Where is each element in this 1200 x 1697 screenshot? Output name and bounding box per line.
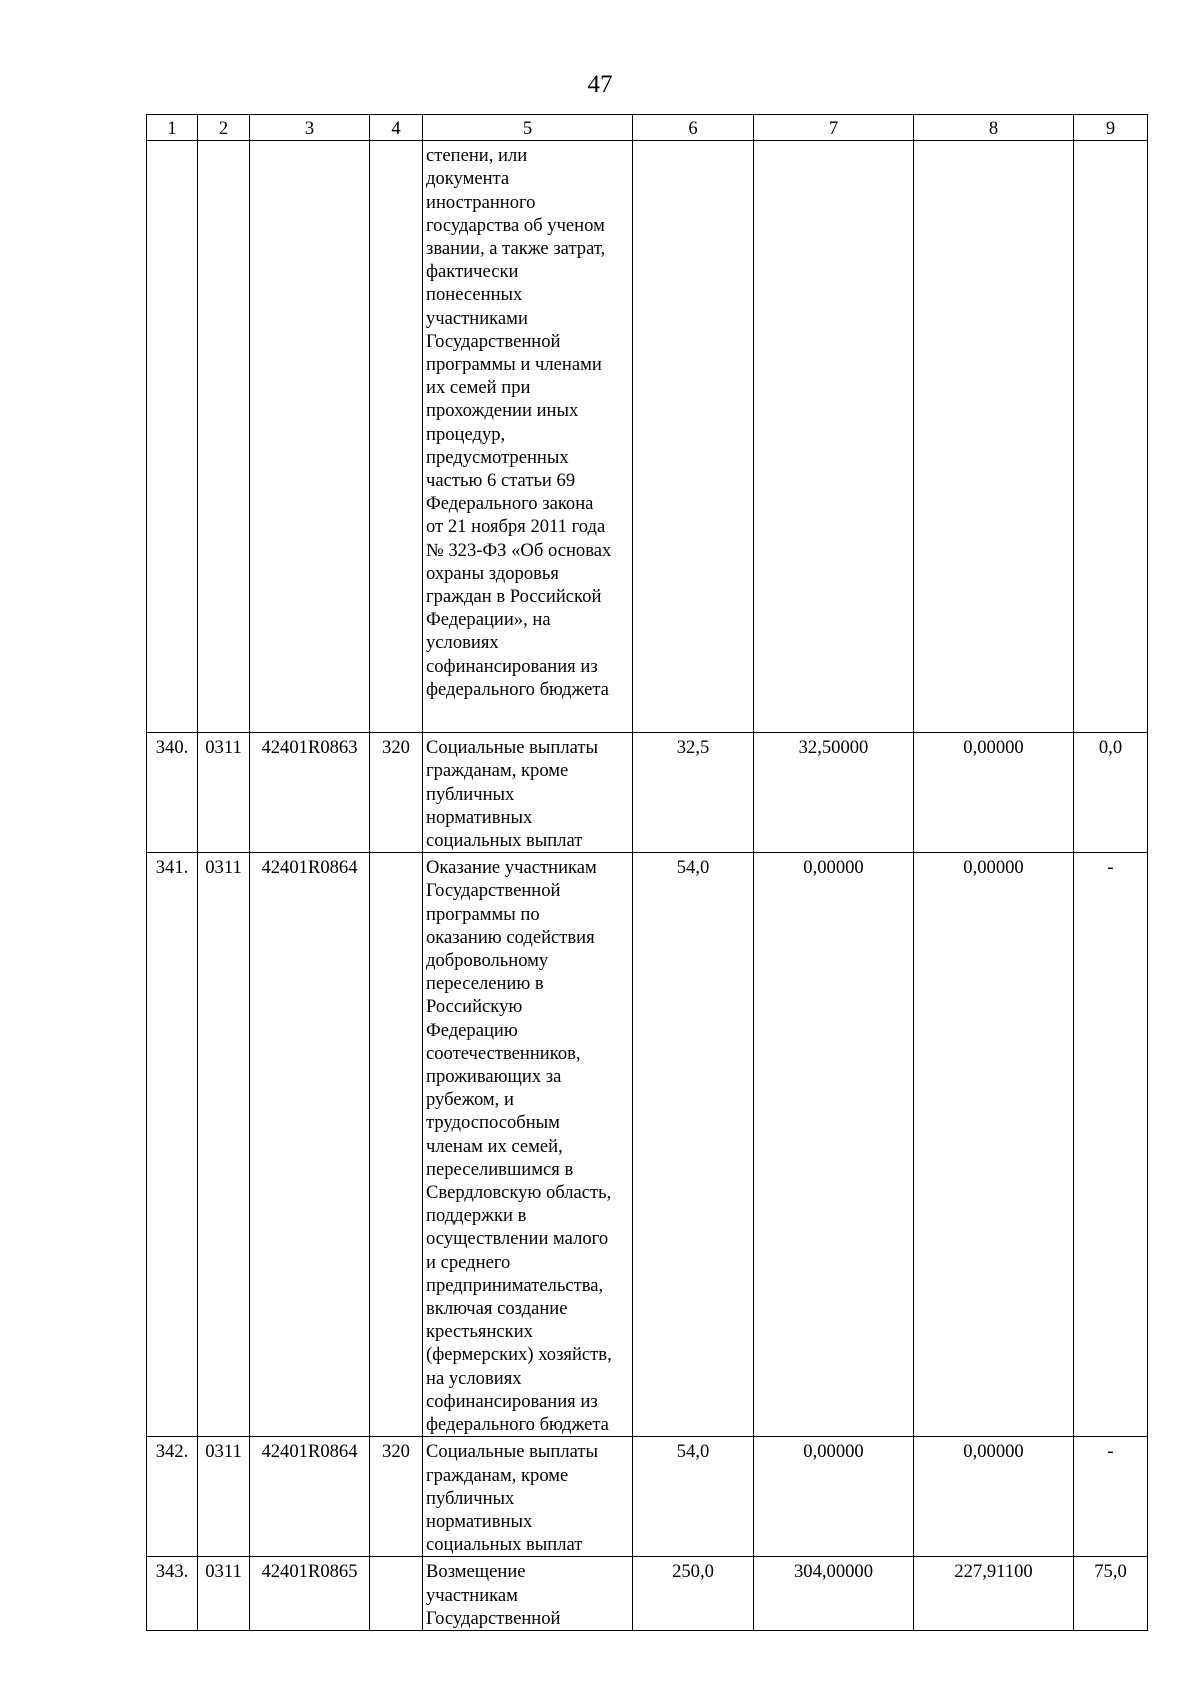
cell-section: 0311 xyxy=(198,733,250,853)
description-line: публичных xyxy=(426,783,515,805)
description-line: понесенных xyxy=(426,284,523,306)
cell-description xyxy=(423,141,633,733)
cell-num: 343. xyxy=(147,1557,198,1631)
description-line: федерального бюджета xyxy=(426,678,609,700)
description-line: Государственной xyxy=(426,330,561,352)
description-line: процедур, xyxy=(426,423,506,445)
cell-num: 341. xyxy=(147,853,198,1437)
description-line: оказанию содействия xyxy=(426,926,595,948)
cell-col8: 0,00000 xyxy=(914,853,1074,1437)
column-header: 2 xyxy=(198,115,250,141)
description-line: софинансирования из xyxy=(426,1390,598,1412)
column-header: 6 xyxy=(633,115,754,141)
description-line: программы и членами xyxy=(426,354,602,376)
cell-col9 xyxy=(1074,141,1148,733)
description-line: участникам xyxy=(426,1584,518,1606)
description-line: крестьянских xyxy=(426,1321,533,1343)
description-line: переселению в xyxy=(426,973,544,995)
description-line: № 323-ФЗ «Об основах xyxy=(426,539,612,561)
cell-target: 42401R0864 xyxy=(250,853,370,1437)
cell-description xyxy=(423,1437,633,1557)
column-header: 8 xyxy=(914,115,1074,141)
description-line: нормативных xyxy=(426,1510,533,1532)
cell-num: 340. xyxy=(147,733,198,853)
description-line: степени, или xyxy=(426,145,528,167)
cell-target: 42401R0863 xyxy=(250,733,370,853)
cell-type: 320 xyxy=(370,733,423,853)
cell-col6 xyxy=(633,141,754,733)
description-line: Государственной xyxy=(426,880,561,902)
cell-col6: 54,0 xyxy=(633,1437,754,1557)
cell-col9: - xyxy=(1074,853,1148,1437)
description-line: участниками xyxy=(426,307,528,329)
cell-type xyxy=(370,1557,423,1631)
column-header: 9 xyxy=(1074,115,1148,141)
column-header: 1 xyxy=(147,115,198,141)
cell-col8: 227,91100 xyxy=(914,1557,1074,1631)
description-line: Федерации», на xyxy=(426,609,551,631)
cell-col8: 0,00000 xyxy=(914,1437,1074,1557)
description-line: Социальные выплаты xyxy=(426,1441,599,1463)
cell-description xyxy=(423,1557,633,1631)
description-line: Российскую xyxy=(426,996,523,1018)
cell-num xyxy=(147,141,198,733)
description-line: документа xyxy=(426,168,510,190)
cell-section: 0311 xyxy=(198,853,250,1437)
table-row-continued xyxy=(147,141,1148,733)
description-line: предпринимательства, xyxy=(426,1274,604,1296)
cell-col9: - xyxy=(1074,1437,1148,1557)
page-number: 47 xyxy=(587,71,613,98)
cell-type: 320 xyxy=(370,1437,423,1557)
description-line: их семей при xyxy=(426,377,531,399)
cell-col7 xyxy=(754,141,914,733)
cell-type xyxy=(370,853,423,1437)
description-line: на условиях xyxy=(426,1367,522,1389)
cell-section: 0311 xyxy=(198,1557,250,1631)
budget-table xyxy=(146,114,1148,1631)
description-line: Оказание участникам xyxy=(426,857,597,879)
description-line: Возмещение xyxy=(426,1561,526,1583)
cell-col6: 54,0 xyxy=(633,853,754,1437)
description-line: охраны здоровья xyxy=(426,562,559,584)
cell-description xyxy=(423,853,633,1437)
description-line: прохождении иных xyxy=(426,400,579,422)
cell-num: 342. xyxy=(147,1437,198,1557)
column-header: 5 xyxy=(423,115,633,141)
cell-col7: 304,00000 xyxy=(754,1557,914,1631)
description-line: условиях xyxy=(426,632,499,654)
cell-section: 0311 xyxy=(198,1437,250,1557)
cell-col7: 32,50000 xyxy=(754,733,914,853)
column-header: 4 xyxy=(370,115,423,141)
cell-target xyxy=(250,141,370,733)
description-line: рубежом, и xyxy=(426,1089,514,1111)
description-line: Социальные выплаты xyxy=(426,737,599,759)
description-line: звании, а также затрат, xyxy=(426,238,606,260)
cell-col8: 0,00000 xyxy=(914,733,1074,853)
cell-col7: 0,00000 xyxy=(754,1437,914,1557)
description-line: членам их семей, xyxy=(426,1135,563,1157)
description-line: проживающих за xyxy=(426,1066,562,1088)
description-line: софинансирования из xyxy=(426,655,598,677)
description-line: Федерацию xyxy=(426,1019,518,1041)
description-line: нормативных xyxy=(426,806,533,828)
description-line: программы по xyxy=(426,903,540,925)
description-line: Государственной xyxy=(426,1607,561,1629)
description-line: предусмотренных xyxy=(426,446,569,468)
description-line: включая создание xyxy=(426,1298,568,1320)
description-line: осуществлении малого xyxy=(426,1228,609,1250)
cell-type xyxy=(370,141,423,733)
description-line: гражданам, кроме xyxy=(426,760,569,782)
description-line: гражданам, кроме xyxy=(426,1464,569,1486)
description-line: от 21 ноября 2011 года xyxy=(426,516,606,538)
cell-col6: 32,5 xyxy=(633,733,754,853)
table-body xyxy=(147,141,1148,1631)
description-line: (фермерских) хозяйств, xyxy=(426,1344,612,1366)
description-line: государства об ученом xyxy=(426,214,605,236)
description-line: федерального бюджета xyxy=(426,1414,609,1436)
table-row xyxy=(147,733,1148,853)
cell-col8 xyxy=(914,141,1074,733)
description-line: Федерального закона xyxy=(426,493,594,515)
description-line: переселившимся в xyxy=(426,1158,574,1180)
cell-target: 42401R0865 xyxy=(250,1557,370,1631)
description-line: соотечественников, xyxy=(426,1042,581,1064)
column-header: 7 xyxy=(754,115,914,141)
description-line: Свердловскую область, xyxy=(426,1182,612,1204)
cell-col7: 0,00000 xyxy=(754,853,914,1437)
table-row xyxy=(147,1557,1148,1631)
cell-col9: 0,0 xyxy=(1074,733,1148,853)
cell-col9: 75,0 xyxy=(1074,1557,1148,1631)
description-line: фактически xyxy=(426,261,519,283)
description-line: граждан в Российской xyxy=(426,586,602,608)
cell-section xyxy=(198,141,250,733)
cell-target: 42401R0864 xyxy=(250,1437,370,1557)
description-line: трудоспособным xyxy=(426,1112,560,1134)
table-row xyxy=(147,853,1148,1437)
cell-col6: 250,0 xyxy=(633,1557,754,1631)
table-header-row xyxy=(147,115,1148,141)
table-row xyxy=(147,1437,1148,1557)
description-line: частью 6 статьи 69 xyxy=(426,470,576,492)
column-header: 3 xyxy=(250,115,370,141)
description-line: иностранного xyxy=(426,191,536,213)
cell-description xyxy=(423,733,633,853)
description-line: поддержки в xyxy=(426,1205,527,1227)
description-line: публичных xyxy=(426,1487,515,1509)
description-line: социальных выплат xyxy=(426,1534,583,1556)
description-line: социальных выплат xyxy=(426,830,583,852)
description-line: и среднего xyxy=(426,1251,511,1273)
description-line: добровольному xyxy=(426,950,549,972)
